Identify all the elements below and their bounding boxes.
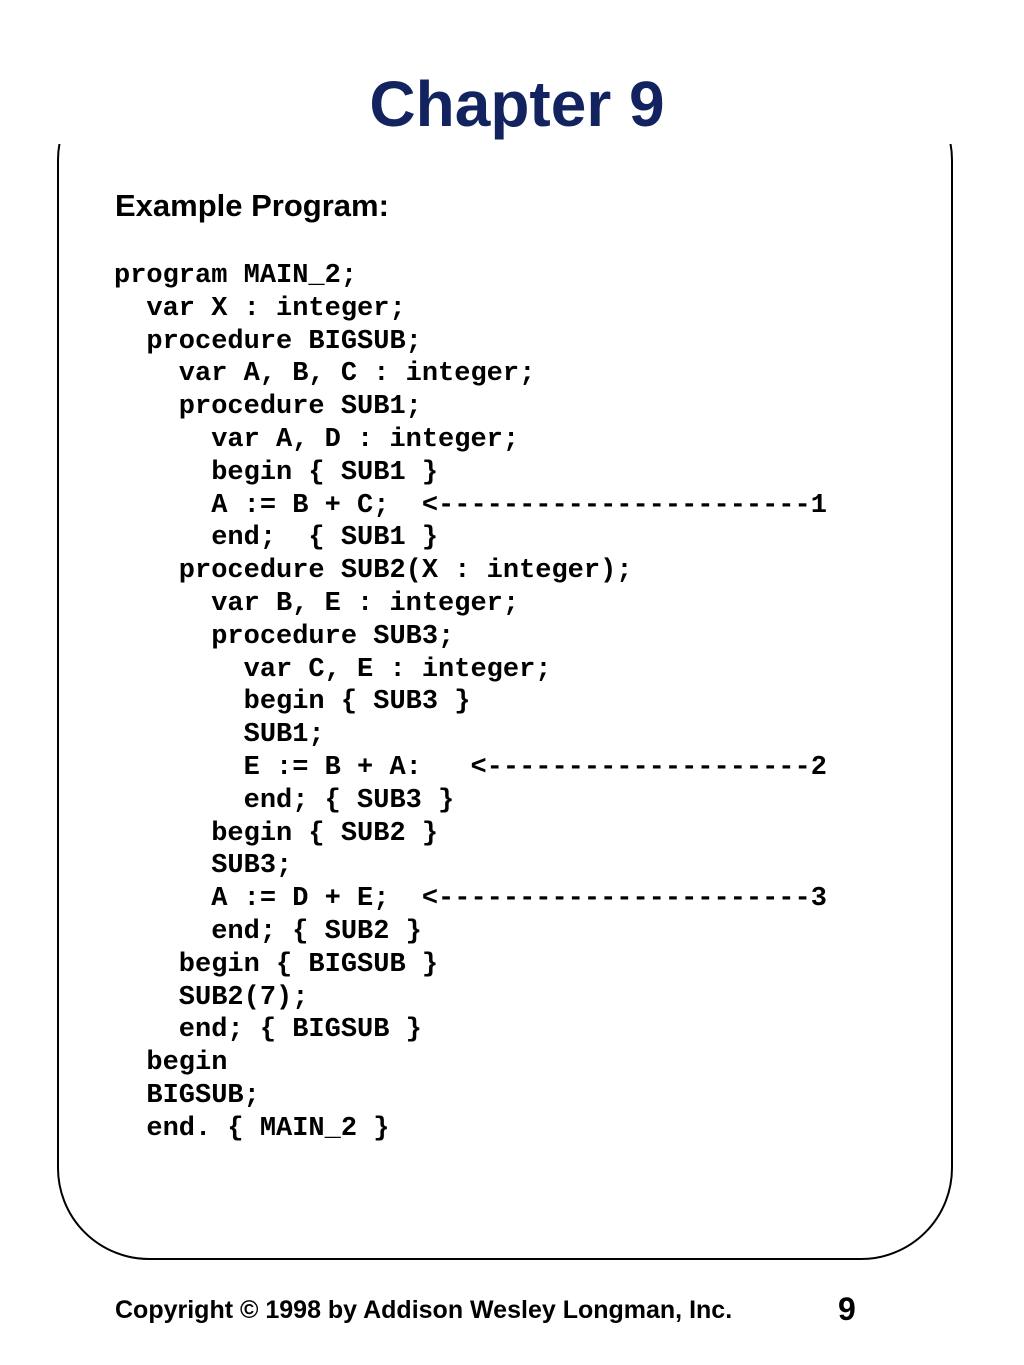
- code-line: SUB1;: [114, 720, 325, 751]
- example-program-heading: Example Program:: [115, 188, 389, 223]
- code-line: SUB2(7);: [114, 982, 309, 1013]
- code-line-marker-3: A := D + E; <-----------------------3: [114, 884, 827, 915]
- copyright-notice: Copyright © 1998 by Addison Wesley Longman, Inc.: [115, 1296, 733, 1324]
- slide-title-container: [0, 64, 1024, 144]
- code-line: var C, E : integer;: [114, 654, 552, 685]
- page-number: 9: [838, 1291, 856, 1327]
- code-line: begin { SUB1 }: [114, 457, 439, 488]
- code-line: SUB3;: [114, 851, 293, 882]
- code-line: end. { MAIN_2 }: [114, 1113, 390, 1144]
- code-line: end; { SUB1 }: [114, 523, 439, 554]
- code-line: end; { SUB3 }: [114, 785, 455, 816]
- code-listing: [114, 260, 827, 1146]
- code-line: program MAIN_2;: [114, 261, 358, 291]
- code-line: procedure SUB2(X : integer);: [114, 556, 633, 587]
- code-line: var A, D : integer;: [114, 424, 520, 455]
- code-line: begin { SUB2 }: [114, 818, 439, 849]
- code-line: procedure SUB3;: [114, 621, 455, 652]
- slide-title: Chapter 9: [361, 68, 672, 140]
- code-line-marker-1: A := B + C; <-----------------------1: [114, 490, 827, 521]
- code-line: var B, E : integer;: [114, 588, 520, 619]
- code-line: procedure SUB1;: [114, 392, 422, 423]
- code-line: begin { BIGSUB }: [114, 949, 439, 980]
- code-line: end; { BIGSUB }: [114, 1015, 422, 1046]
- code-line: BIGSUB;: [114, 1080, 260, 1111]
- code-line: var A, B, C : integer;: [114, 359, 536, 390]
- code-line: end; { SUB2 }: [114, 916, 422, 947]
- code-line: var X : integer;: [114, 293, 406, 324]
- code-line: begin { SUB3 }: [114, 687, 471, 718]
- code-line-marker-2: E := B + A: <--------------------2: [114, 752, 827, 783]
- code-line: procedure BIGSUB;: [114, 326, 422, 357]
- code-line: begin: [114, 1048, 228, 1079]
